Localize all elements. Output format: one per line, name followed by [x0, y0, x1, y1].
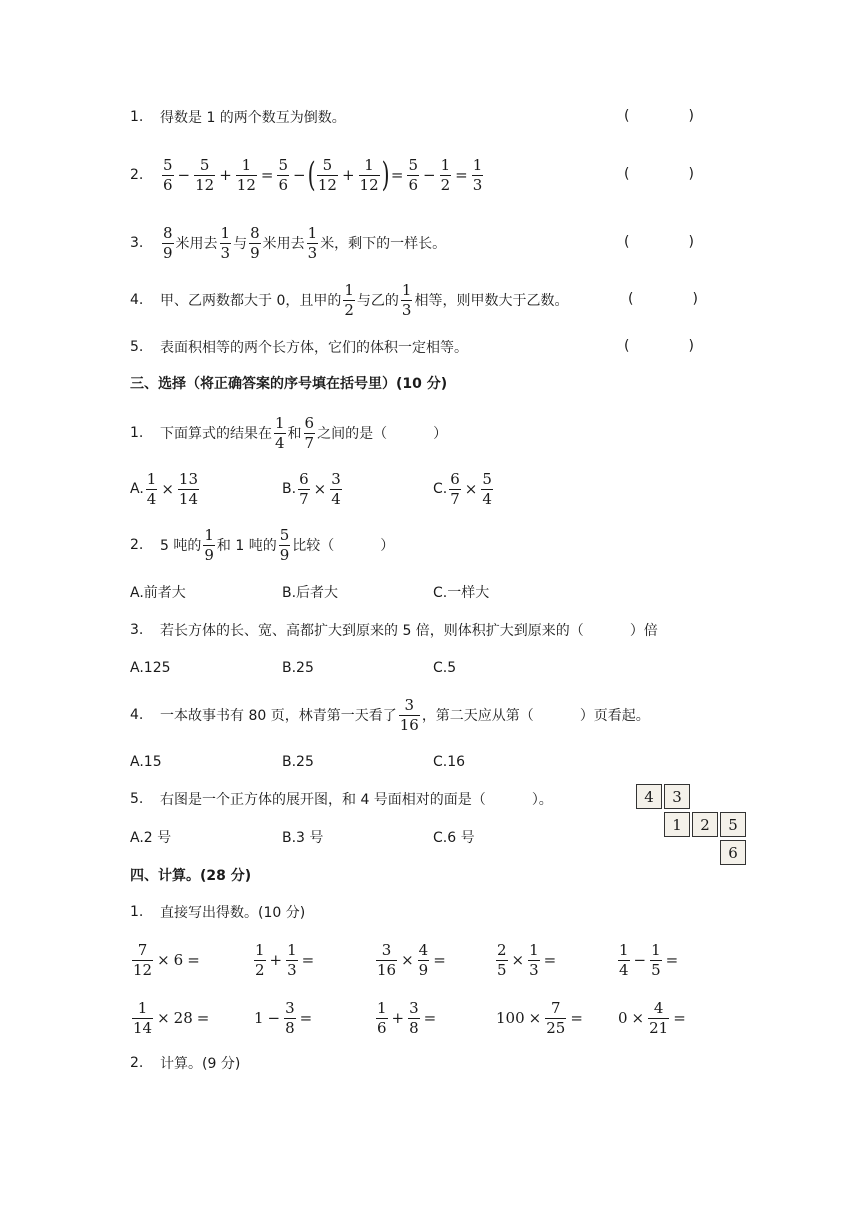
choice-q4-option-b[interactable]: B.25	[282, 754, 314, 770]
calc-part-1: 1. 直接写出得数。(10 分)	[130, 904, 306, 921]
choice-q4-option-a[interactable]: A.15	[130, 754, 162, 770]
item-number: 2.	[130, 167, 144, 183]
cube-face-6: 6	[720, 840, 746, 865]
calc-problem[interactable]: 0 × $\frac{4}{21}$ =	[618, 998, 686, 1037]
calc-problem[interactable]: $\frac{2}{5}$ × $\frac{1}{3}$ =	[497, 940, 557, 979]
fraction: $\frac{5}{6}$	[278, 155, 289, 194]
tf-item-2: 2. 5 6 − $\frac{5}{12}$ + $\frac{1}{12}$ = $\frac{5}{6}$ − ( 5 12 + $\frac{1}{12}$ ) = $\frac{5}{6}$ − $\frac{1}{2}$ = $\frac{1}{3}$	[130, 155, 483, 195]
section-heading-choice: 三、选择（将正确答案的序号填在括号里）(10 分)	[130, 376, 448, 392]
cube-face-4: 4	[636, 784, 662, 809]
fraction: 8 9	[163, 223, 173, 262]
tf-item-4: 4. 甲、乙两数都大于 0，且甲的 1 2 与乙的 1 3 相等，则甲数大于乙数。	[130, 280, 569, 319]
item-number: 1.	[130, 425, 144, 441]
choice-q3-option-a[interactable]: A.125	[130, 660, 171, 676]
calc-problem[interactable]: $\frac{3}{16}$ × $\frac{4}{9}$ =	[377, 940, 446, 979]
calc-problem[interactable]: 1 4 − $\frac{1}{5}$ =	[619, 940, 679, 979]
choice-q2-option-c[interactable]: C.一样大	[433, 585, 490, 601]
calc-problem[interactable]: 1 − $\frac{3}{8}$ =	[254, 998, 313, 1037]
fraction: 5 9	[279, 525, 290, 564]
item-number: 2.	[130, 537, 144, 553]
cube-face-3: 3	[664, 784, 690, 809]
section-heading-calc: 四、计算。(28 分)	[130, 868, 252, 884]
calc-problem[interactable]: 100 × $\frac{7}{25}$ =	[496, 998, 583, 1037]
choice-q1-option-b[interactable]: B. $\frac{6}{7}$ × $\frac{3}{4}$	[282, 469, 341, 508]
fraction: 1 2	[344, 280, 354, 319]
choice-q1-option-a[interactable]: A. $\frac{1}{4}$ × $\frac{13}{14}$	[130, 469, 198, 508]
fraction: $\frac{1}{12}$	[236, 155, 256, 194]
cube-face-1: 1	[664, 812, 690, 837]
tf-item-3: 3. 8 9 米用去 1 3 与 8 9 米用去 1 3 米，剩下的一样长。	[130, 223, 447, 262]
fraction: 1 9	[204, 525, 214, 564]
fraction: 1 3	[307, 223, 318, 262]
choice-q5-option-b[interactable]: B.3 号	[282, 830, 324, 846]
choice-q2-option-b[interactable]: B.后者大	[282, 585, 339, 601]
choice-q1: 1. 下面算式的结果在 1 4 和 6 7 之间的是（ ）	[130, 413, 448, 452]
fraction: 3 16	[399, 695, 419, 734]
choice-q3-option-c[interactable]: C.5	[433, 660, 457, 676]
choice-q3: 3. 若长方体的长、宽、高都扩大到原来的 5 倍，则体积扩大到原来的（ ）倍	[130, 622, 658, 639]
answer-blank-4[interactable]: ( )	[628, 291, 698, 307]
cube-net-figure	[634, 782, 754, 872]
cube-face-2: 2	[692, 812, 718, 837]
choice-q5-option-a[interactable]: A.2 号	[130, 830, 172, 846]
choice-q5-option-c[interactable]: C.6 号	[433, 830, 475, 846]
calc-problem[interactable]: 1 2 + $\frac{1}{3}$ =	[255, 940, 315, 979]
item-number: 4.	[130, 707, 144, 723]
answer-blank-3[interactable]: ( )	[624, 234, 694, 250]
answer-blank-2[interactable]: ( )	[624, 166, 694, 182]
fraction: $\frac{1}{12}$	[359, 155, 379, 194]
choice-q5: 5. 右图是一个正方体的展开图，和 4 号面相对的面是（ ）。	[130, 791, 553, 808]
tf-item-1	[130, 92, 346, 142]
calc-part-2: 2. 计算。(9 分)	[130, 1055, 241, 1072]
tf-item-5: 5. 表面积相等的两个长方体，它们的体积一定相等。	[130, 339, 468, 356]
fraction: 5 12	[317, 155, 337, 194]
calc-problem[interactable]: $\frac{7}{12}$ × 6 =	[133, 940, 200, 979]
fraction: 6 7	[304, 413, 315, 452]
item-number: 5.	[130, 791, 144, 807]
answer-blank-1[interactable]: ( )	[624, 108, 694, 124]
fraction: $\frac{1}{3}$	[472, 155, 483, 194]
fraction: $\frac{5}{6}$	[408, 155, 419, 194]
fraction: 8 9	[250, 223, 260, 262]
fraction: 5 6	[163, 155, 173, 194]
item-number: 5.	[130, 339, 144, 355]
item-number: 4.	[130, 292, 144, 308]
item-text: 得数是 1 的两个数互为倒数。	[160, 110, 346, 126]
choice-q1-option-c[interactable]: C. $\frac{6}{7}$ × $\frac{5}{4}$	[433, 469, 492, 508]
fraction: 1 3	[401, 280, 412, 319]
answer-blank-5[interactable]: ( )	[624, 338, 694, 354]
calc-problem[interactable]: 1 6 + $\frac{3}{8}$ =	[377, 998, 437, 1037]
item-number: 2.	[130, 1055, 144, 1071]
choice-q2: 2. 5 吨的 1 9 和 1 吨的 5 9 比较（ ）	[130, 525, 395, 564]
choice-q3-option-b[interactable]: B.25	[282, 660, 314, 676]
cube-face-5: 5	[720, 812, 746, 837]
choice-q2-option-a[interactable]: A.前者大	[130, 585, 186, 601]
fraction: 1 4	[275, 413, 285, 452]
item-number: 3.	[130, 235, 144, 251]
choice-q4: 4. 一本故事书有 80 页，林青第一天看了 3 16 ，第二天应从第（ ）页看起。	[130, 695, 650, 734]
item-number: 1.	[130, 109, 144, 125]
calc-problem[interactable]: $\frac{1}{14}$ × 28 =	[133, 998, 210, 1037]
fraction: 1 3	[220, 223, 231, 262]
choice-q4-option-c[interactable]: C.16	[433, 754, 466, 770]
item-number: 3.	[130, 622, 144, 638]
item-number: 1.	[130, 904, 144, 920]
fraction: $\frac{5}{12}$	[195, 155, 215, 194]
fraction: $\frac{1}{2}$	[440, 155, 451, 194]
